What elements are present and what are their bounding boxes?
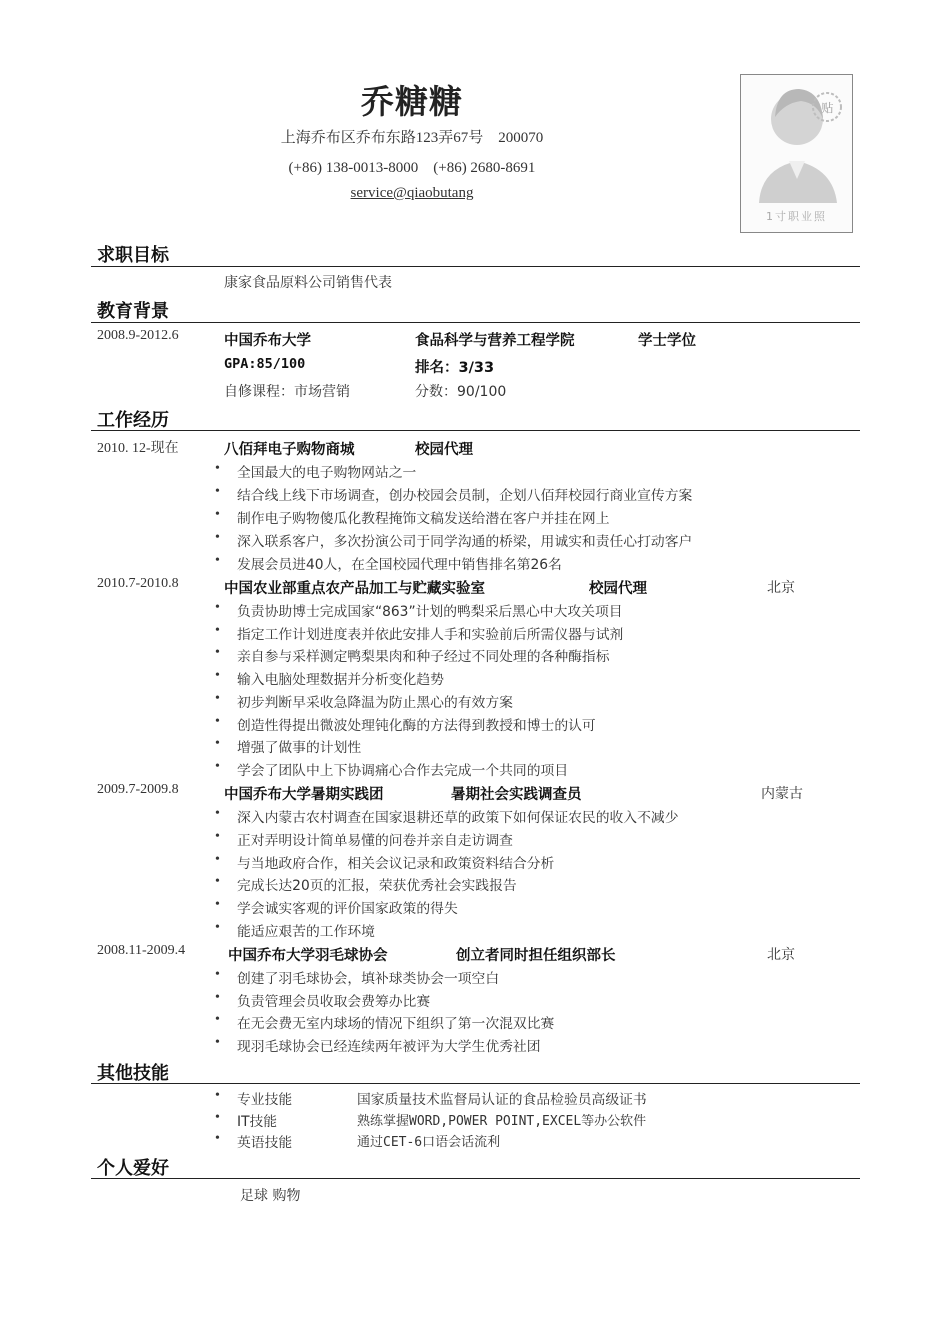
job-org: 中国乔布大学暑期实践团 [224,787,384,803]
skill-label: 专业技能 [237,1092,293,1108]
bullet-mark: • [215,967,220,982]
job-bullet: 学会了团队中上下协调痛心合作去完成一个共同的项目 [237,763,569,779]
bullet-mark: • [215,668,220,683]
email-line [0,185,824,202]
bullet-mark: • [215,1088,220,1103]
job-bullet: 在无会费无室内球场的情况下组织了第一次混双比赛 [237,1016,555,1032]
bullet-mark: • [215,1035,220,1050]
job-org: 中国农业部重点农产品加工与贮藏实验室 [224,581,485,597]
section-divider [91,1083,860,1084]
section-divider [91,322,860,323]
job-date: 2010.7-2010.8 [97,576,179,591]
job-bullet: 与当地政府合作，相关会议记录和政策资料结合分析 [237,856,555,872]
bullet-mark: • [215,1131,220,1146]
job-bullet: 学会诚实客观的评价国家政策的得失 [237,901,458,917]
job-bullet: 发展会员进40人，在全国校园代理中销售排名第26名 [237,557,562,573]
bullet-mark: • [215,990,220,1005]
job-role: 暑期社会实践调查员 [451,787,582,803]
bullet-mark: • [215,530,220,545]
bullet-mark: • [215,736,220,751]
skill-value: 国家质量技术监督局认证的食品检验员高级证书 [357,1092,647,1108]
bullet-mark: • [215,1012,220,1027]
email-link[interactable]: service@qiaobutang [350,185,474,201]
job-bullet: 负责协助博士完成国家“863”计划的鸭梨采后黑心中大攻关项目 [237,604,623,620]
section-divider [91,266,860,267]
job-place: 内蒙古 [761,786,803,802]
job-bullet: 亲自参与采样测定鸭梨果肉和种子经过不同处理的各种酶指标 [237,649,610,665]
bullet-mark: • [215,507,220,522]
bullet-mark: • [215,623,220,638]
photo-caption: 1寸职业照 [766,210,827,223]
education-date: 2008.9-2012.6 [97,328,179,343]
skill-label: IT技能 [237,1114,278,1130]
bullet-mark: • [215,1110,220,1125]
bullet-mark: • [215,484,220,499]
hobbies-text: 足球 购物 [240,1188,301,1204]
bullet-mark: • [215,759,220,774]
education-degree: 学士学位 [638,333,696,349]
photo-stamp: 贴 [821,101,834,115]
job-bullet: 增强了做事的计划性 [237,740,362,756]
job-bullet: 深入内蒙古农村调查在国家退耕还草的政策下如何保证农民的收入不减少 [237,810,679,826]
job-bullet: 能适应艰苦的工作环境 [237,924,375,940]
job-bullet: 结合线上线下市场调查，创办校园会员制，企划八佰拜校园行商业宣传方案 [237,488,693,504]
section-title-work: 工作经历 [97,410,169,431]
job-bullet: 指定工作计划进度表并依此安排人手和实验前后所需仪器与试剂 [237,627,624,643]
job-bullet: 负责管理会员收取会费筹办比赛 [237,994,431,1010]
education-course: 自修课程：市场营销 [224,384,350,400]
job-bullet: 创造性得提出微波处理钝化酶的方法得到教授和博士的认可 [237,718,596,734]
job-bullet: 创建了羽毛球协会，填补球类协会一项空白 [237,971,500,987]
job-role: 校园代理 [589,581,647,597]
education-gpa: GPA:85/100 [224,356,306,372]
bullet-mark: • [215,897,220,912]
bullet-mark: • [215,806,220,821]
bullet-mark: • [215,645,220,660]
bullet-mark: • [215,553,220,568]
candidate-name: 乔糖糖 [361,82,463,121]
job-place: 北京 [767,947,795,963]
job-bullet: 初步判断早采收急降温为防止黑心的有效方案 [237,695,513,711]
job-bullet: 制作电子购物傻瓜化教程掩饰文稿发送给潜在客户并挂在网上 [237,511,610,527]
section-title-skills: 其他技能 [97,1063,169,1084]
job-role: 创立者同时担任组织部长 [456,948,616,964]
bullet-mark: • [215,461,220,476]
skill-value: 通过CET-6口语会话流利 [357,1135,501,1150]
job-role: 校园代理 [415,442,473,458]
education-school: 中国乔布大学 [224,333,311,349]
bullet-mark: • [215,852,220,867]
bullet-mark: • [215,714,220,729]
job-bullet: 正对弄明设计简单易懂的问卷并亲自走访调查 [237,833,513,849]
job-bullet: 完成长达20页的汇报，荣获优秀社会实践报告 [237,878,517,894]
job-bullet: 深入联系客户，多次扮演公司于同学沟通的桥梁，用诚实和责任心打动客户 [237,534,693,550]
job-date: 2010. 12-现在 [97,441,179,456]
bullet-mark: • [215,874,220,889]
bullet-mark: • [215,920,220,935]
phone-numbers: (+86) 138-0013-8000 (+86) 2680-8691 [288,160,536,176]
objective-text: 康家食品原料公司销售代表 [224,275,392,291]
bullet-mark: • [215,691,220,706]
job-date: 2009.7-2009.8 [97,782,179,797]
job-bullet: 现羽毛球协会已经连续两年被评为大学生优秀社团 [237,1039,541,1055]
job-bullet: 全国最大的电子购物网站之一 [237,465,417,481]
section-divider [91,430,860,431]
bullet-mark: • [215,829,220,844]
section-title-education: 教育背景 [97,301,169,322]
job-org: 中国乔布大学羽毛球协会 [228,948,388,964]
section-title-hobbies: 个人爱好 [97,1158,169,1179]
job-org: 八佰拜电子购物商城 [224,442,355,458]
education-rank: 排名：3/33 [415,360,495,376]
skill-value: 熟练掌握WORD,POWER POINT,EXCEL等办公软件 [357,1114,647,1129]
skill-label: 英语技能 [237,1135,293,1151]
section-divider [91,1178,860,1179]
job-date: 2008.11-2009.4 [97,943,186,958]
bullet-mark: • [215,600,220,615]
education-score: 分数：90/100 [415,384,507,400]
photo-placeholder [740,74,853,233]
education-college: 食品科学与营养工程学院 [415,333,575,349]
job-place: 北京 [767,580,795,596]
address: 上海乔布区乔布东路123弄67号 200070 [280,130,544,146]
section-title-objective: 求职目标 [97,245,169,266]
job-bullet: 输入电脑处理数据并分析变化趋势 [237,672,444,688]
